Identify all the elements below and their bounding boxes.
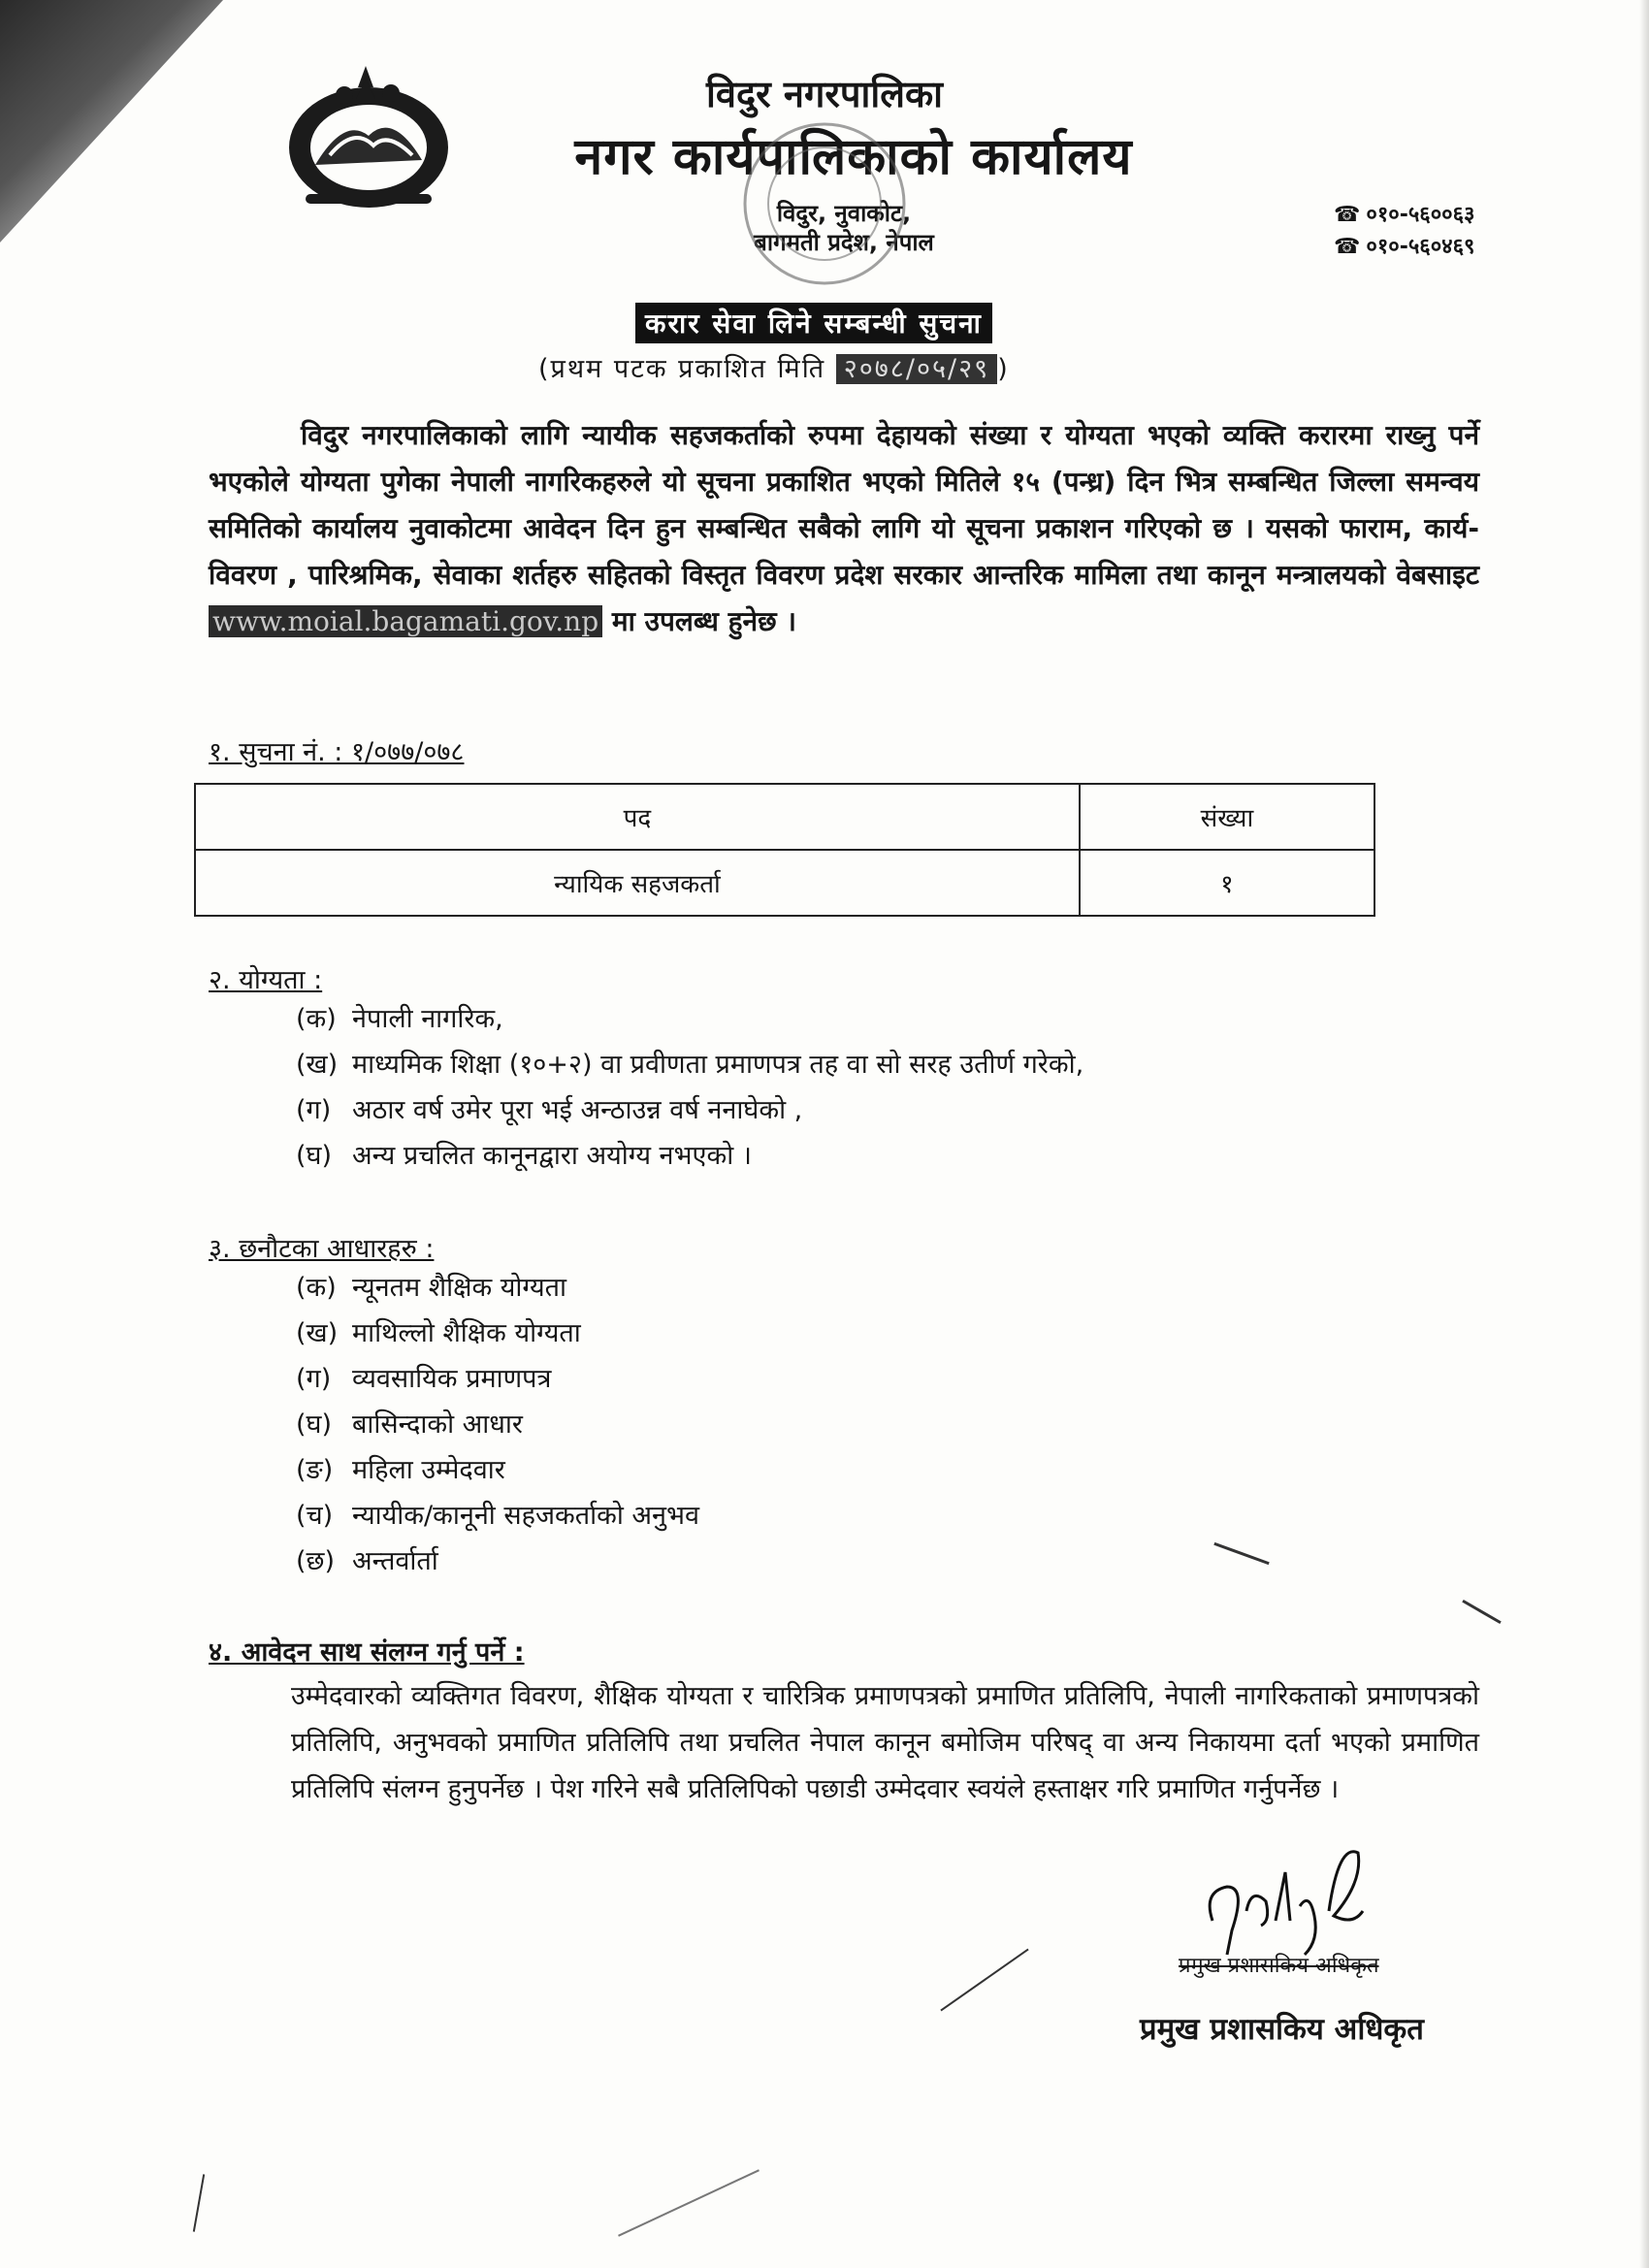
- phone-number-1: ☎ ०१०-५६००६३: [1334, 203, 1475, 227]
- list-item: (ग) अठार वर्ष उमेर पूरा भई अन्ठाउन्न वर्ष ननाघेको ,: [296, 1095, 803, 1125]
- table-header-count: संख्या: [1080, 784, 1374, 850]
- office-stamp: [679, 112, 970, 296]
- published-date: २०७८/०५/२९: [836, 354, 998, 384]
- ministry-website: www.moial.bagamati.gov.np: [209, 605, 602, 637]
- address-line-2: बागमती प्रदेश, नेपाल: [754, 229, 934, 256]
- folded-corner: [0, 0, 223, 243]
- scan-mark: [193, 2174, 205, 2231]
- post-name: न्यायिक सहजकर्ता: [195, 850, 1080, 916]
- notice-subtitle: (प्रथम पटक प्रकाशित मिति २०७८/०५/२९ ): [538, 354, 1010, 384]
- list-item: (ख) माथिल्लो शैक्षिक योग्यता: [296, 1318, 581, 1348]
- selection-criteria-heading: ३. छनौटका आधारहरु :: [209, 1234, 435, 1264]
- scan-mark: [1213, 1542, 1269, 1565]
- list-item: (क) न्यूनतम शैक्षिक योग्यता: [296, 1273, 567, 1303]
- address-line-1: विदुर, नुवाकोट,: [776, 200, 912, 227]
- signatory-title: प्रमुख प्रशासकिय अधिकृत: [1140, 2012, 1424, 2047]
- table-header-post: पद: [195, 784, 1080, 850]
- list-item: (ग) व्यवसायिक प्रमाणपत्र: [296, 1364, 552, 1394]
- scan-mark: [618, 2169, 760, 2236]
- posts-table: [194, 783, 1375, 917]
- list-item: (ङ) महिला उम्मेदवार: [296, 1455, 505, 1485]
- notice-number-heading: १. सुचना नं. : १/०७७/०७८: [209, 737, 465, 767]
- scan-edge-shadow: [1639, 0, 1649, 2268]
- telephone-icon: ☎: [1334, 203, 1361, 227]
- list-item: (च) न्यायीक/कानूनी सहजकर्ताको अनुभव: [296, 1501, 700, 1531]
- list-item: (घ) अन्य प्रचलित कानूनद्वारा अयोग्य नभएको ।: [296, 1141, 753, 1171]
- telephone-icon: ☎: [1334, 235, 1361, 259]
- list-item: (घ) बासिन्दाको आधार: [296, 1409, 523, 1440]
- office-name: नगर कार्यपालिकाको कार्यालय: [574, 128, 1133, 186]
- municipality-name: विदुर नगरपालिका: [705, 73, 943, 115]
- list-item: (क) नेपाली नागरिक,: [296, 1004, 503, 1034]
- scan-mark: [1462, 1600, 1501, 1624]
- qualification-list: [296, 996, 1083, 1179]
- attachments-text: उम्मेदवारको व्यक्तिगत विवरण, शैक्षिक योग्यता र चारित्रिक प्रमाणपत्रको प्रमाणित प्रतिलिपि, नेपाली नागरिकताको प्रमाणपत्रको प्रतिलिपि, अनुभवको प्रमाणित प्रतिलिपि तथा प्रचलित नेपाल कानून बमोजिम परिषद् वा अन्य निकायमा दर्ता भएको प्रमाणित प्रतिलिपि संलग्न हुनुपर्नेछ । पेश गरिने सबै प्रतिलिपिको पछाडी उम्मेदवार स्वयंले हस्ताक्षर गरि प्रमाणित गर्नुपर्नेछ ।: [291, 1681, 1479, 1804]
- signatory-title-small: प्रमुख प्रशासकिय अधिकृत: [1179, 1954, 1379, 1978]
- attachments-heading: ४. आवेदन साथ संलग्न गर्नु पर्ने :: [209, 1637, 525, 1668]
- list-item: (छ) अन्तर्वार्ता: [296, 1546, 438, 1576]
- phone-number-2: ☎ ०१०-५६०४६९: [1334, 235, 1475, 259]
- selection-criteria-list: [296, 1265, 699, 1584]
- table-row: [195, 850, 1374, 916]
- nepal-emblem-icon: [276, 58, 461, 213]
- table-header-row: [195, 784, 1374, 850]
- notice-body: विदुर नगरपालिकाको लागि न्यायीक सहजकर्ताको रुपमा देहायको संख्या र योग्यता भएको व्यक्ति करारमा राख्नु पर्ने भएकोले योग्यता पुगेका नेपाली नागरिकहरुले यो सूचना प्रकाशित भएको मितिले १५ (पन्ध्र) दिन भित्र सम्बन्धित जिल्ला समन्वय समितिको कार्यालय नुवाकोटमा आवेदन दिन हुन सम्बन्धित सबैको लागि यो सूचना प्रकाशन गरिएको छ । यसको फाराम, कार्य-विवरण , पारिश्रमिक, सेवाका शर्तहरु सहितको विस्तृत विवरण प्रदेश सरकार आन्तरिक मामिला तथा कानून मन्त्रालयको वेबसाइट www.moial.bagamati.gov.np मा उपलब्ध हुनेछ ।: [209, 419, 1479, 637]
- handwritten-signature: [1193, 1833, 1368, 1960]
- qualification-heading: २. योग्यता :: [209, 965, 323, 995]
- post-count: १: [1080, 850, 1374, 916]
- list-item: (ख) माध्यमिक शिक्षा (१०+२) वा प्रवीणता प्रमाणपत्र तह वा सो सरह उतीर्ण गरेको,: [296, 1050, 1084, 1080]
- scan-mark: [940, 1949, 1028, 2012]
- notice-title: करार सेवा लिने सम्बन्धी सुचना: [635, 303, 992, 343]
